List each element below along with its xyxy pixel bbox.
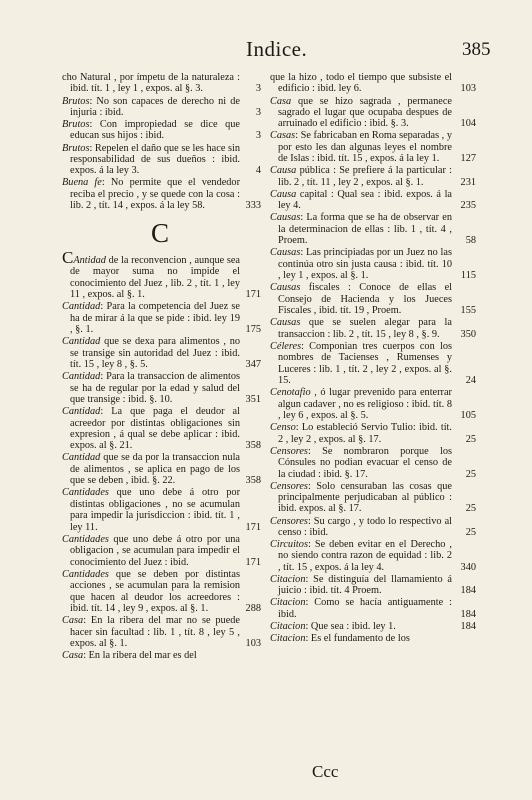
entry-page: 25: [465, 433, 476, 445]
entry-text: que se da por la transaccion nula de alimentos , se aplica en pago de los que se deben , ibid. §. 22.: [70, 452, 240, 487]
index-entry: [270, 282, 476, 317]
entry-text: que se suelen alegar para la transaccion : lib. 2 , tít. 15 , ley 8 , §. 9.: [278, 317, 452, 340]
entry-text: que uno debe á otro por distintas obligaciones , no se acumulan para impedir la jurisdiccion : ibid. tít. 1 , ley 11.: [70, 487, 240, 533]
entry-page: 3: [255, 130, 261, 142]
entry-page: 155: [460, 305, 476, 317]
entry-head: Cantidades: [62, 568, 109, 580]
index-entry: [270, 188, 476, 212]
index-entry: [62, 336, 261, 371]
entry-text: que se hizo sagrada , permanece sagrado el lugar que ocupaba despues de arruinado el edificio : ibid. §. 3.: [278, 95, 452, 130]
entry-text: : Como se hacía antiguamente : ibid.: [278, 597, 452, 620]
entry-page: 358: [245, 475, 261, 487]
index-entry: [270, 445, 476, 480]
entry-page: 105: [460, 410, 476, 422]
drop-cap: C: [62, 247, 74, 267]
entry-text: : En la ribera del mar es del: [83, 650, 197, 662]
entry-head: Casas: [270, 130, 296, 142]
entry-page: 171: [245, 289, 261, 301]
entry-text: de la reconvencion , aunque sea de mayor suma no impide el conocimiento del Juez , lib. 2 , tít. 1 , ley 11 , expos. al §. 1.: [70, 254, 240, 301]
entry-text: : Repelen el daño que se les hace sin responsabilidad de sus dueños : ibid. expos. á la ley 3.: [70, 142, 240, 177]
entry-page: 340: [460, 561, 476, 573]
entry-text: : Lo estableció Servio Tulio: ibid. tít. 2 , ley 2 , expos. al §. 17.: [278, 422, 452, 445]
index-entry: [270, 422, 476, 445]
index-entry: [62, 142, 261, 177]
entry-head: Causas: [270, 247, 301, 259]
entry-text: : Con impropiedad se dice que educan sus hijos : ibid.: [70, 119, 240, 142]
entry-text: : Las principiadas por un Juez no las continúa otro sin justa causa : ibid. tít. 10 , ley 1 , expos. al §. 1.: [278, 247, 452, 282]
signature-mark: Ccc: [312, 762, 339, 781]
entry-head: Brutos: [62, 142, 90, 154]
entry-text: : Su cargo , y todo lo respectivo al censo : ibid.: [278, 515, 452, 538]
entry-text: que se dexa para alimentos , no se transige sin autoridad del Juez : ibid. tít. 15 , ley 8 , §. 5.: [70, 336, 240, 371]
index-entry: [270, 387, 476, 422]
entry-head: Censores: [270, 515, 308, 527]
index-entry: [270, 95, 476, 130]
entry-head: Cantidad: [62, 371, 101, 383]
index-entry: [270, 515, 476, 539]
entry-page: 58: [465, 235, 476, 247]
index-entry: [270, 72, 476, 95]
index-entry: [62, 406, 261, 452]
index-entry-lead: [62, 247, 261, 301]
index-entry: [62, 177, 261, 212]
entry-text: : Solo censuraban las cosas que principalmente perjudicaban al público : ibid. expos. al §. 17.: [278, 480, 452, 515]
entry-text: : Se nombraron porque los Cónsules no podian evacuar el censo de la ciudad : ibid. §. 17.: [278, 445, 452, 480]
entry-head: Cantidad: [62, 301, 101, 313]
index-entry: [270, 130, 476, 165]
entry-head: Censores: [270, 445, 308, 457]
entry-text: : Componian tres cuerpos con los nombres de Tacienses , Rumenses y Luceres : lib. 1 , tít. 2 , ley 2 , expos. al §. 15.: [278, 340, 452, 387]
entry-head: Casa: [62, 650, 84, 662]
entry-head: Casa: [270, 95, 292, 107]
entry-page: 358: [245, 440, 261, 452]
index-entry: [62, 615, 261, 650]
entry-head: Citacion: [270, 633, 306, 645]
entry-head: Citacion: [270, 597, 306, 609]
index-entry: [270, 212, 476, 247]
index-entry: [270, 480, 476, 515]
entry-page: 350: [460, 328, 476, 340]
page-header: [0, 37, 532, 65]
entry-head: Cantidades: [62, 533, 109, 545]
entry-page: 235: [460, 200, 476, 212]
entry-text: : La que paga el deudor al acreedor por distintas obligaciones sin expresion , á qual se debe aplicar : ibid. expos. al §. 21.: [70, 406, 240, 452]
entry-page: 115: [460, 270, 476, 282]
index-entry: [270, 340, 476, 387]
index-entry: [270, 247, 476, 282]
entry-text: que uno debe á otro por una obligacion , se acumulan para impedir el conocimiento del Juez : ibid.: [70, 533, 240, 568]
entry-page: 4: [255, 165, 261, 177]
index-entry: [270, 165, 476, 188]
entry-page: 347: [245, 359, 261, 371]
entry-head: Cantidad: [62, 336, 101, 348]
entry-head: Cantidades: [62, 487, 109, 499]
entry-head: Cantidad: [62, 452, 101, 464]
page-number: 385: [462, 39, 491, 60]
entry-head: Circuitos: [270, 539, 308, 551]
entry-page: 104: [460, 118, 476, 130]
entry-page: 25: [465, 503, 476, 515]
entry-text: : La forma que se ha de observar en la determinacion de ellas : lib. 1 , tít. 4 , Proem.: [278, 212, 452, 247]
entry-head: Cenotafio: [270, 387, 311, 399]
index-entry: [270, 317, 476, 340]
entry-page: 24: [465, 375, 476, 387]
entry-page: 184: [460, 608, 476, 620]
entry-page: 184: [460, 620, 476, 632]
entry-text: capital : Qual sea : ibid. expos. á la ley 4.: [278, 188, 452, 212]
entry-page: 288: [245, 603, 261, 615]
entry-head: Causa: [270, 165, 297, 177]
entry-head: Causas: [270, 317, 301, 329]
entry-text: pública : Se prefiere á la particular : lib. 2 , tít. 11 , ley 2 , expos. al §. 1.: [278, 165, 452, 188]
index-entry: [62, 452, 261, 487]
entry-page: 333: [245, 200, 261, 212]
entry-text: : Que sea : ibid. ley 1.: [305, 620, 396, 632]
right-column: [270, 72, 476, 645]
entry-page: 25: [465, 526, 476, 538]
index-entry: [62, 568, 261, 615]
entry-head: Buena fe: [62, 177, 102, 189]
index-entry: [270, 573, 476, 597]
entry-text: cho Natural , por ímpetu de la naturaleza : ibid. tít. 1 , ley 1 , expos. al §. 3.: [62, 72, 240, 95]
index-entry: [270, 597, 476, 620]
index-entry: [62, 487, 261, 533]
index-entry: [62, 301, 261, 336]
entry-page: 351: [245, 394, 261, 406]
entry-page: 103: [245, 638, 261, 650]
section-letter: C: [150, 217, 169, 248]
entry-text: : Para la transaccion de alimentos se ha de regular por la edad y salud del que transige : ibid. §. 10.: [70, 371, 240, 406]
entry-page: 25: [465, 468, 476, 480]
entry-head: Céleres: [270, 340, 302, 352]
entry-page: 175: [245, 324, 261, 336]
entry-text: : En la ribera del mar no se puede hacer sin facultad : lib. 1 , tít. 8 , ley 5 , expos. al §. 1.: [70, 615, 240, 650]
entry-page: 184: [460, 585, 476, 597]
entry-head: Causas: [270, 282, 301, 294]
entry-head: Casa: [62, 615, 84, 627]
index-entry: [62, 533, 261, 568]
entry-text: : Se deben evitar en el Derecho , no siendo contra razon de equidad : lib. 2 , tít. 15 , expos. á la ley 4.: [278, 539, 452, 573]
index-entry: [270, 633, 470, 644]
entry-head: Antidad: [73, 254, 106, 266]
entry-page: 127: [460, 153, 476, 165]
index-title: Indice.: [246, 37, 308, 61]
index-entry: [62, 72, 261, 95]
entry-text: que se deben por distintas acciones , se acumulan para la remision que hacen al deudor los acreedores : ibid. tít. 14 , ley 9 , expos. al §. 1.: [70, 568, 240, 615]
entry-page: 3: [255, 83, 261, 95]
entry-page: 3: [255, 106, 261, 118]
entry-head: Cantidad: [62, 406, 101, 418]
entry-text: que la hizo , todo el tiempo que subsiste el edificio : ibid. ley 6.: [270, 72, 452, 95]
entry-head: Causas: [270, 212, 301, 224]
left-column: [62, 72, 261, 662]
entry-text: : Para la competencia del Juez se ha de mirar á la que se pide : ibid. ley 19 , §. 1.: [70, 301, 240, 336]
index-entry: [62, 650, 258, 661]
entry-text: : Se fabricaban en Roma separadas , y por esto les dan algunas leyes el nombre de Islas : ibid. tít. 15 , expos. á la ley 1.: [278, 130, 452, 165]
entry-head: Brutos: [62, 119, 90, 130]
entry-head: Citacion: [270, 620, 306, 632]
entry-text: , ó lugar prevenido para enterrar algun cadaver , no es religioso : ibid. tít. 8 , ley 6 , expos. al §. 5.: [278, 387, 452, 422]
entry-head: Censo: [270, 422, 296, 434]
entry-text: : Es el fundamento de los: [305, 633, 410, 645]
entry-page: 231: [460, 176, 476, 188]
entry-head: Citacion: [270, 573, 306, 585]
entry-text: : No son capaces de derecho ni de injuria : ibid.: [70, 95, 240, 118]
entry-head: Censores: [270, 480, 308, 492]
index-entry: [270, 620, 476, 632]
entry-head: Causa: [270, 188, 297, 200]
entry-text: : No permite que el vendedor reciba el precio , y se quede con la cosa : lib. 2 , tít. 14 , expos. á la ley 58.: [70, 177, 241, 212]
entry-page: 103: [460, 83, 476, 95]
entry-text: : Se distinguía del llamamiento á juicio : ibid. tít. 4 Proem.: [278, 573, 452, 597]
index-entry: [62, 371, 261, 406]
index-entry: [62, 119, 261, 142]
entry-page: 171: [245, 521, 261, 533]
entry-page: 171: [245, 556, 261, 568]
index-entry: [62, 95, 261, 119]
entry-text: fiscales : Conoce de ellas el Consejo de Hacienda y los Jueces Fiscales , ibid. tít. 19 , Proem.: [278, 282, 452, 317]
index-entry: [270, 539, 476, 573]
entry-head: Brutos: [62, 95, 90, 107]
